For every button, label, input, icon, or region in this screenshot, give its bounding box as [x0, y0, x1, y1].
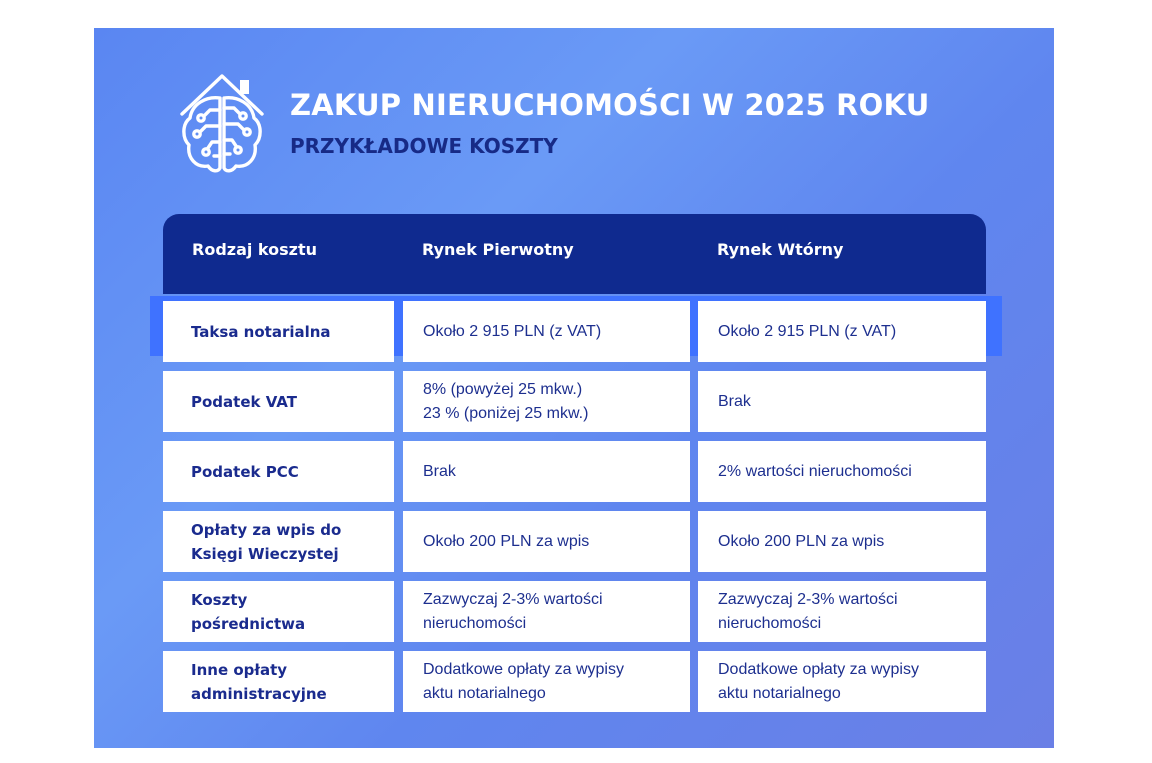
- cell-primary-market: [403, 651, 690, 712]
- cell-text-line: nieruchomości: [718, 614, 822, 632]
- cell-text-line: 23 % (poniżej 25 mkw.): [423, 404, 589, 422]
- cell-cost-type: [163, 441, 394, 502]
- cell-text-line: Opłaty za wpis do: [191, 520, 342, 539]
- cell-secondary-market: [698, 301, 986, 362]
- cell-primary-market: [403, 301, 690, 362]
- cell-text-line: Około 200 PLN za wpis: [718, 532, 885, 550]
- cell-cost-type: [163, 511, 394, 572]
- cell-text-line: Księgi Wieczystej: [191, 544, 339, 563]
- cell-text-line: Około 2 915 PLN (z VAT): [423, 322, 602, 340]
- cell-primary-market: [403, 581, 690, 642]
- page-title: ZAKUP NIERUCHOMOŚCI W 2025 ROKU: [290, 88, 930, 122]
- cell-text-line: Zazwyczaj 2-3% wartości: [423, 590, 603, 608]
- cell-text-line: aktu notarialnego: [423, 684, 546, 702]
- cell-secondary-market: [698, 441, 986, 502]
- cell-secondary-market: [698, 651, 986, 712]
- cell-text-line: Podatek PCC: [191, 462, 299, 481]
- cell-text-line: 8% (powyżej 25 mkw.): [423, 380, 583, 398]
- cell-primary-market: [403, 511, 690, 572]
- column-header-secondary-market: Rynek Wtórny: [717, 240, 844, 259]
- cell-text-line: Podatek VAT: [191, 392, 297, 411]
- cell-text-line: Inne opłaty: [191, 660, 288, 679]
- cell-text-line: Około 2 915 PLN (z VAT): [718, 322, 897, 340]
- cell-text-line: Zazwyczaj 2-3% wartości: [718, 590, 898, 608]
- cell-text-line: pośrednictwa: [191, 614, 306, 633]
- cell-text-line: Dodatkowe opłaty za wypisy: [718, 660, 919, 678]
- cell-primary-market: [403, 441, 690, 502]
- cell-text-line: Brak: [718, 392, 751, 410]
- cell-text-line: Około 200 PLN za wpis: [423, 532, 590, 550]
- table-header: [163, 214, 986, 294]
- cell-text-line: 2% wartości nieruchomości: [718, 462, 912, 480]
- cell-cost-type: [163, 651, 394, 712]
- cell-secondary-market: [698, 581, 986, 642]
- infographic-card: [94, 28, 1054, 748]
- cell-text-line: Koszty: [191, 590, 248, 609]
- cell-text-line: aktu notarialnego: [718, 684, 841, 702]
- cell-text-line: Taksa notarialna: [191, 322, 331, 341]
- cell-cost-type: [163, 371, 394, 432]
- cell-primary-market: [403, 371, 690, 432]
- cell-cost-type: [163, 301, 394, 362]
- cell-secondary-market: [698, 371, 986, 432]
- column-header-cost-type: Rodzaj kosztu: [192, 240, 318, 259]
- cell-secondary-market: [698, 511, 986, 572]
- brain-house-icon: [176, 58, 268, 180]
- cell-text-line: administracyjne: [191, 684, 327, 703]
- cell-text-line: Dodatkowe opłaty za wypisy: [423, 660, 624, 678]
- cell-text-line: nieruchomości: [423, 614, 527, 632]
- cell-cost-type: [163, 581, 394, 642]
- column-header-primary-market: Rynek Pierwotny: [422, 240, 574, 259]
- cell-text-line: Brak: [423, 462, 456, 480]
- page-subtitle: PRZYKŁADOWE KOSZTY: [290, 134, 558, 158]
